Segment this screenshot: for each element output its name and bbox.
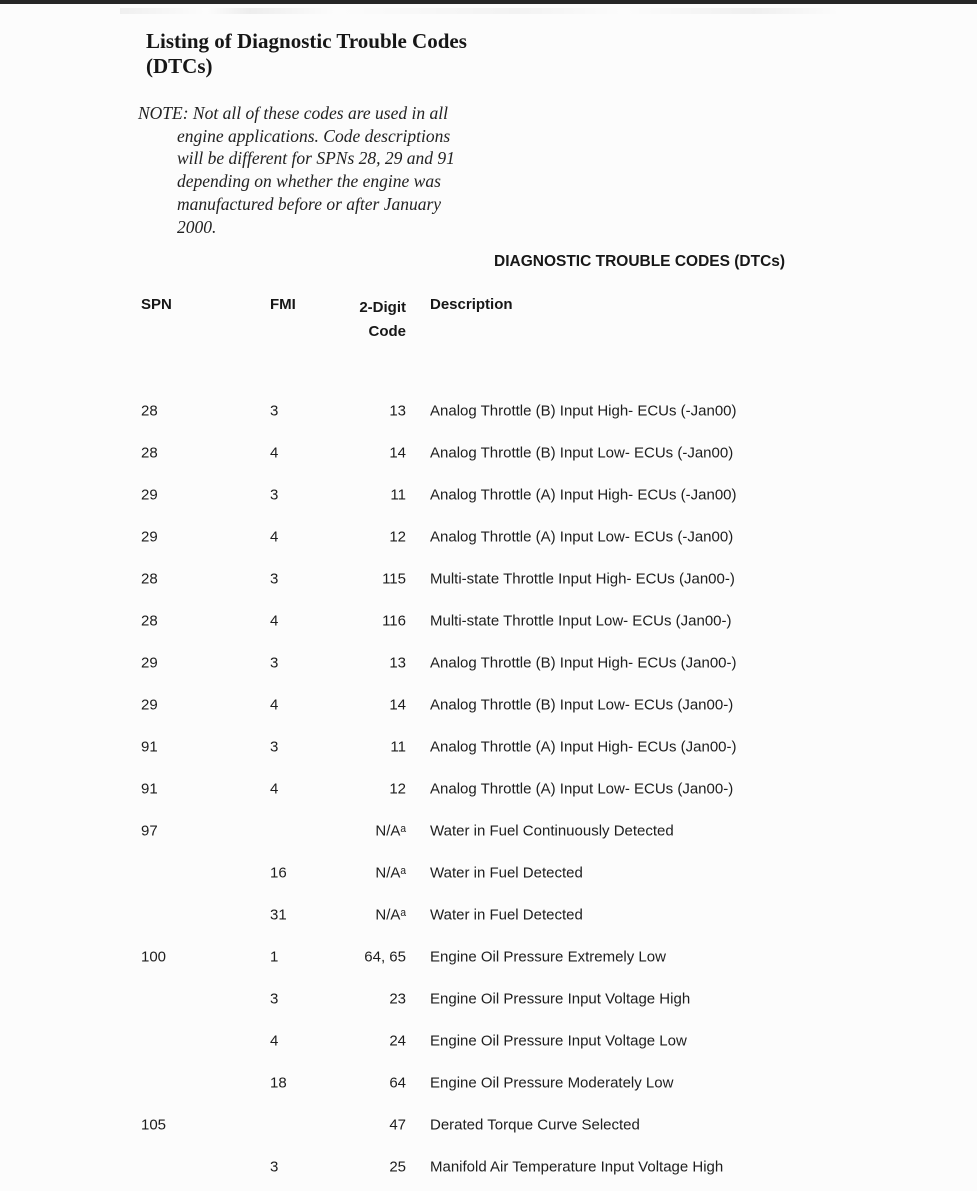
table-row [0, 768, 977, 810]
table-row [0, 810, 977, 852]
table-row [0, 936, 977, 978]
table-row [0, 516, 977, 558]
table-row [0, 474, 977, 516]
fmi-cell: 4 [270, 444, 279, 462]
code-cell: 14 [389, 696, 406, 714]
column-header-description: Description [430, 296, 513, 313]
spn-cell: 91 [141, 738, 158, 756]
description-cell: Analog Throttle (B) Input Low- ECUs (Jan00-) [430, 696, 734, 714]
fmi-cell: 31 [270, 906, 287, 924]
table-row [0, 978, 977, 1020]
description-cell: Analog Throttle (A) Input High- ECUs (Jan00-) [430, 738, 737, 756]
table-row [0, 1062, 977, 1104]
description-cell: Multi-state Throttle Input High- ECUs (Jan00-) [430, 570, 735, 588]
table-row [0, 726, 977, 768]
code-cell: 25 [389, 1158, 406, 1176]
table-row [0, 1146, 977, 1188]
fmi-cell: 4 [270, 528, 279, 546]
code-cell: 14 [389, 444, 406, 462]
code-cell: 13 [389, 402, 406, 420]
table-row [0, 894, 977, 936]
fmi-cell: 4 [270, 780, 279, 798]
table-row [0, 852, 977, 894]
fmi-cell: 4 [270, 696, 279, 714]
fmi-cell: 3 [270, 402, 279, 420]
description-cell: Engine Oil Pressure Input Voltage Low [430, 1032, 687, 1050]
description-cell: Multi-state Throttle Input Low- ECUs (Jan00-) [430, 612, 732, 630]
table-row [0, 1104, 977, 1146]
description-cell: Analog Throttle (B) Input High- ECUs (Jan00-) [430, 654, 737, 672]
spn-cell: 91 [141, 780, 158, 798]
table-row [0, 390, 977, 432]
column-header-code-line1: 2-Digit [359, 299, 406, 316]
note-line: depending on whether the engine was [177, 171, 441, 192]
code-cell: 116 [382, 612, 406, 630]
fmi-cell: 3 [270, 654, 279, 672]
description-cell: Water in Fuel Continuously Detected [430, 822, 674, 840]
code-cell: 64 [389, 1074, 406, 1092]
description-cell: Engine Oil Pressure Moderately Low [430, 1074, 674, 1092]
spn-cell: 28 [141, 570, 158, 588]
fmi-cell: 3 [270, 570, 279, 588]
code-cell: N/Aᵃ [375, 906, 406, 924]
description-cell: Manifold Air Temperature Input Voltage High [430, 1158, 724, 1176]
spn-cell: 97 [141, 822, 158, 840]
code-cell: 11 [390, 738, 406, 756]
description-cell: Engine Oil Pressure Extremely Low [430, 948, 666, 966]
description-cell: Water in Fuel Detected [430, 864, 583, 882]
spn-cell: 29 [141, 696, 158, 714]
spn-cell: 28 [141, 444, 158, 462]
table-row [0, 600, 977, 642]
fmi-cell: 16 [270, 864, 287, 882]
spn-cell: 100 [141, 948, 167, 966]
spn-cell: 105 [141, 1116, 167, 1134]
description-cell: Engine Oil Pressure Input Voltage High [430, 990, 691, 1008]
code-cell: N/Aᵃ [375, 822, 406, 840]
spn-cell: 29 [141, 654, 158, 672]
description-cell: Analog Throttle (A) Input High- ECUs (-Jan00) [430, 486, 737, 504]
code-cell: 12 [389, 528, 406, 546]
fmi-cell: 4 [270, 612, 279, 630]
fmi-cell: 3 [270, 738, 279, 756]
page-title-line2: (DTCs) [146, 54, 213, 78]
column-header-code-line2: Code [368, 323, 406, 340]
code-cell: 23 [389, 990, 406, 1008]
spn-cell: 28 [141, 402, 158, 420]
description-cell: Analog Throttle (A) Input Low- ECUs (Jan00-) [430, 780, 734, 798]
table-row [0, 558, 977, 600]
fmi-cell: 1 [270, 948, 279, 966]
description-cell: Analog Throttle (B) Input High- ECUs (-Jan00) [430, 402, 737, 420]
code-cell: N/Aᵃ [375, 864, 406, 882]
table-row [0, 642, 977, 684]
fmi-cell: 4 [270, 1032, 279, 1050]
description-cell: Analog Throttle (B) Input Low- ECUs (-Jan00) [430, 444, 734, 462]
fmi-cell: 3 [270, 486, 279, 504]
fmi-cell: 3 [270, 1158, 279, 1176]
table-row [0, 432, 977, 474]
description-cell: Water in Fuel Detected [430, 906, 583, 924]
note-line: manufactured before or after January [177, 193, 442, 214]
table-caption: DIAGNOSTIC TROUBLE CODES (DTCs) [494, 253, 786, 270]
column-header-fmi: FMI [270, 296, 296, 313]
code-cell: 12 [389, 780, 406, 798]
fmi-cell: 3 [270, 990, 279, 1008]
column-header-spn: SPN [141, 296, 172, 313]
code-cell: 11 [390, 486, 406, 504]
spn-cell: 29 [141, 486, 158, 504]
fmi-cell: 18 [270, 1074, 287, 1092]
note-line: 2000. [177, 216, 217, 237]
code-cell: 13 [389, 654, 406, 672]
description-cell: Derated Torque Curve Selected [430, 1116, 640, 1134]
description-cell: Analog Throttle (A) Input Low- ECUs (-Jan00) [430, 528, 734, 546]
note-line: engine applications. Code descriptions [177, 125, 451, 146]
page-title-line1: Listing of Diagnostic Trouble Codes [146, 29, 467, 53]
code-cell: 64, 65 [364, 948, 406, 966]
table-row [0, 1020, 977, 1062]
spn-cell: 28 [141, 612, 158, 630]
note-line: NOTE: Not all of these codes are used in all [138, 103, 448, 123]
table-row [0, 684, 977, 726]
note-line: will be different for SPNs 28, 29 and 91 [177, 148, 455, 169]
spn-cell: 29 [141, 528, 158, 546]
code-cell: 24 [389, 1032, 406, 1050]
code-cell: 115 [382, 570, 406, 588]
code-cell: 47 [389, 1116, 406, 1134]
